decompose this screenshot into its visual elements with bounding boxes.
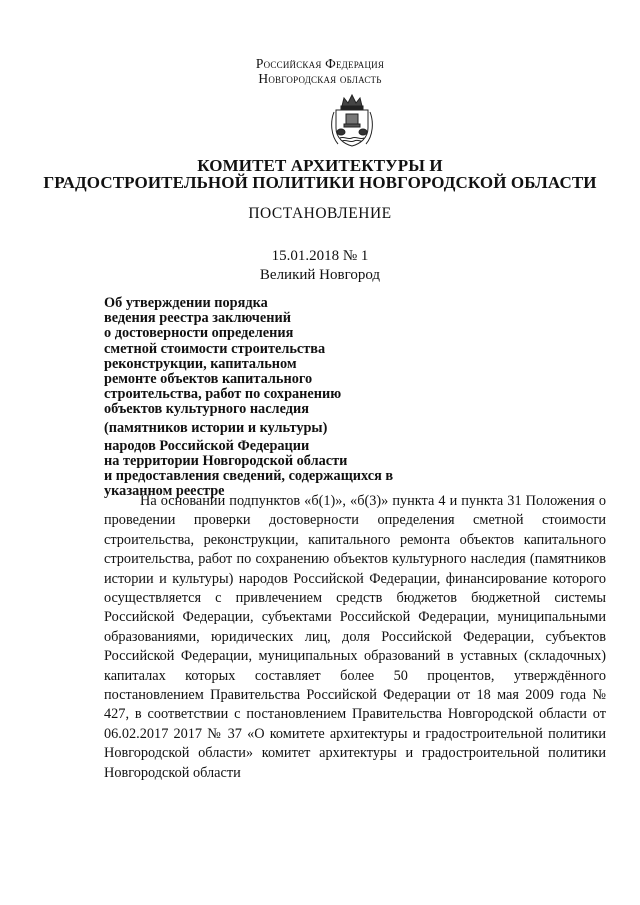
subject-line: ведения реестра заключений [104,310,291,327]
subject-line: народов Российской Федерации [104,437,310,454]
country-name: Российская Федерация [255,56,385,71]
subject-line: и предоставления сведений, содержащихся в [104,468,394,485]
document-date-number: 15.01.2018 № 1 [271,248,369,264]
document-city: Великий Новгород [259,267,381,283]
date-and-number [0,247,640,285]
subject-line: Об утверждении порядка [104,295,268,311]
region-name: Новгородская область [258,71,382,86]
document-type: ПОСТАНОВЛЕНИЕ [248,205,392,222]
subject-line: на территории Новгородской области [104,453,348,470]
subject-line: о достоверности определения [104,325,294,342]
subject-line: (памятников истории и культуры) [104,419,328,436]
country-header [0,56,640,86]
committee-title [0,157,640,191]
document-subject [104,296,434,500]
subject-line: сметной стоимости строительства [104,340,326,357]
subject-line: ремонте объектов капитального [104,371,313,388]
committee-title-line2: ГРАДОСТРОИТЕЛЬНОЙ ПОЛИТИКИ НОВГОРОДСКОЙ ОБЛАСТИ [43,173,597,192]
subject-line: указанном реестре [104,483,225,500]
body-paragraph-text: На основании подпунктов «б(1)», «б(3)» пункта 4 и пункта 31 Положения о проведении проверки достоверности определения сметной стоимости строительства, реконструкции, капитального ремонта объектов капитального строительства, работ по сохранению объектов культурного наследия (памятников истории и культуры) народов Российской Федерации, финансирование которого осуществляется с привлечением средств бюджетов бюджетной системы Российской Федерации, субъектами Российской Федерации, муниципальными образованиями, юридических лиц, доля Российской Федерации, субъектов Российской Федерации, муниципальных образований в уставных (складочных) капиталах которых составляет более 50 процентов, утверждённого постановлением Правительства Российской Федерации от 18 мая 2009 года № 427, в соответствии с постановлением Правительства Новгородской области от 06.02.2017 2017 № 37 «О комитете архитектуры и градостроительной политики Новгородской области» комитет архитектуры и градостроительной политики Новгородской области [104,493,606,781]
committee-title-line1: КОМИТЕТ АРХИТЕКТУРЫ И [197,156,443,175]
coat-of-arms-icon [328,92,376,148]
body-paragraph [104,492,606,783]
subject-line: реконструкции, капитальном [104,355,297,372]
subject-line: объектов культурного наследия [104,401,309,418]
subject-line: строительства, работ по сохранению [104,386,342,403]
